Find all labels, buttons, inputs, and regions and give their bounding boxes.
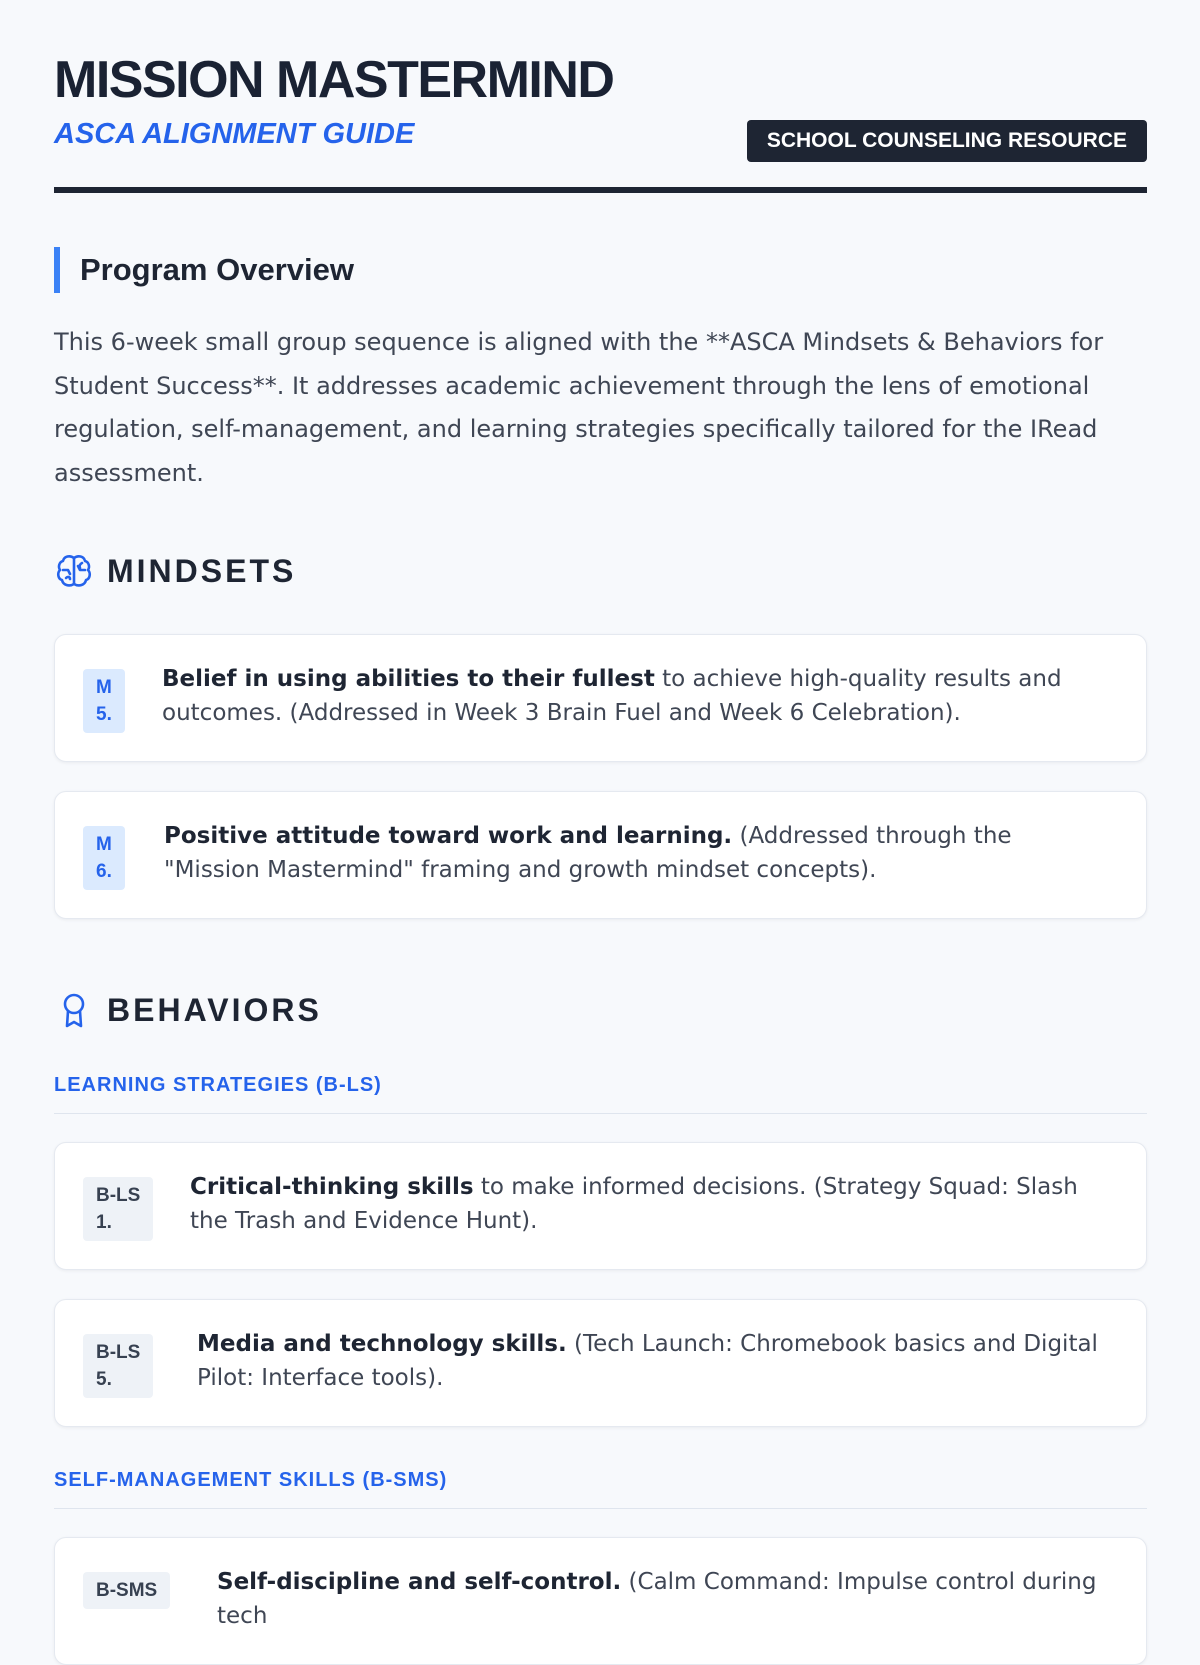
standard-description: [197, 1327, 1110, 1395]
behavior-card: [54, 1537, 1147, 1665]
standard-title: Critical-thinking skills: [190, 1174, 474, 1200]
standard-title: Belief in using abilities to their fullest: [162, 666, 655, 692]
standard-detail: (Tech Launch: Chromebook basics and Digital Pilot: Interface tools).: [197, 1331, 1098, 1391]
standard-detail: to achieve high-quality results and outcomes. (Addressed in Week 3 Brain Fuel and Week 6 Celebration).: [162, 666, 1062, 726]
standard-description: [217, 1565, 1110, 1633]
learning-strategies-subheading: LEARNING STRATEGIES (B-LS): [54, 1074, 1147, 1114]
behaviors-label: BEHAVIORS: [107, 991, 322, 1028]
standard-title: Media and technology skills.: [197, 1331, 567, 1357]
resource-badge: SCHOOL COUNSELING RESOURCE: [747, 120, 1147, 162]
page-title: MISSION MASTERMIND: [54, 51, 614, 109]
standard-description: [162, 662, 1110, 730]
overview-paragraph: This 6-week small group sequence is aligned with the **ASCA Mindsets & Behaviors for Student Success**. It addresses academic achievement through the lens of emotional regulation, self-management, and learning strategies specifically tailored for the IRead assessment.: [54, 328, 1104, 487]
standard-detail: to make informed decisions. (Strategy Squad: Slash the Trash and Evidence Hunt).: [190, 1174, 1078, 1234]
standard-title: Self-discipline and self-control.: [217, 1569, 622, 1595]
self-management-subheading: SELF-MANAGEMENT SKILLS (B-SMS): [54, 1469, 1147, 1509]
mindset-card: [54, 791, 1147, 919]
alignment-guide-page: [54, 0, 1147, 1629]
standard-description: [164, 819, 1110, 887]
standard-detail: (Addressed through the "Mission Mastermind" framing and growth mindset concepts).: [164, 823, 1012, 883]
brain-icon: [54, 551, 94, 591]
mindsets-heading: [54, 551, 296, 591]
behavior-card: [54, 1142, 1147, 1270]
behavior-card: [54, 1299, 1147, 1427]
standard-detail: (Calm Command: Impulse control during tech: [217, 1569, 1097, 1629]
page-header: [54, 0, 1147, 194]
award-ribbon-icon: [54, 990, 94, 1030]
page-subtitle: ASCA ALIGNMENT GUIDE: [54, 118, 415, 150]
behaviors-heading: [54, 990, 322, 1030]
standard-code: M 5.: [83, 669, 125, 733]
standard-title: Positive attitude toward work and learning.: [164, 823, 733, 849]
standard-code: M 6.: [83, 826, 125, 890]
standard-description: [190, 1170, 1110, 1238]
header-divider: [54, 187, 1147, 193]
mindsets-label: MINDSETS: [107, 552, 297, 589]
mindset-card: [54, 634, 1147, 762]
standard-code: B-SMS: [83, 1572, 170, 1609]
standard-code: B-LS 1.: [83, 1177, 153, 1241]
overview-heading: Program Overview: [54, 247, 354, 293]
standard-code: B-LS 5.: [83, 1334, 153, 1398]
